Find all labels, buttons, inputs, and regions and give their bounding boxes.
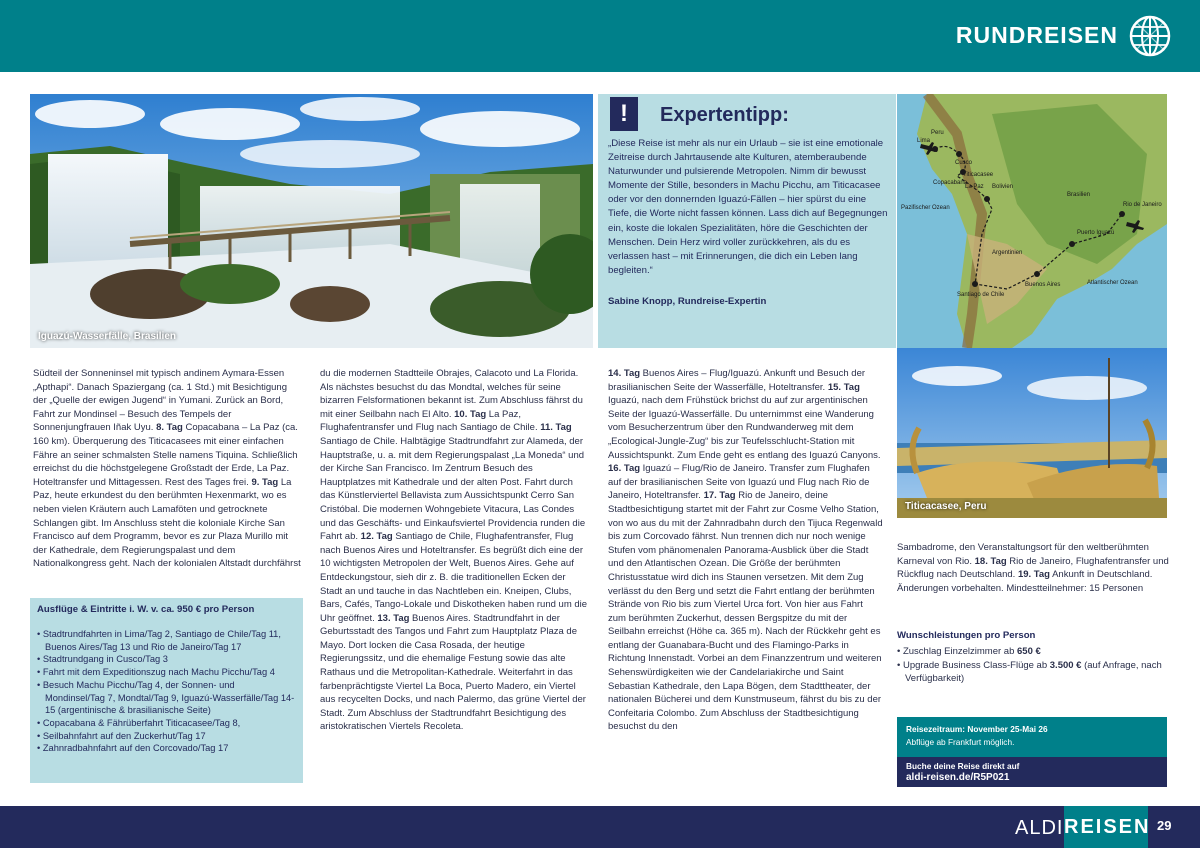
day-label: 12. Tag <box>360 531 393 543</box>
itinerary-column-4 <box>897 541 1169 595</box>
expert-tip-box <box>598 94 896 348</box>
itinerary-column-3 <box>608 367 883 734</box>
itinerary-text: Copacabana – La Paz (ca. 160 km). Überquerung des Titicacasees mit einer einfachen Fähre an seiner schmalsten Stelle namens Tiquina. Schließlich erreichst du die höchstgelegene Großstadt der Erde, La Paz. Hoteltransfer und Mittagessen. Rest des Tages frei. <box>33 422 298 488</box>
expert-tip-author: Sabine Knopp, Rundreise-Expertin <box>608 296 767 307</box>
excursions-title: Ausflüge & Eintritte i. W. v. ca. 950 € pro Person <box>37 604 255 615</box>
booking-box[interactable] <box>897 757 1167 787</box>
itinerary-text: Buenos Aires. Stadtrundfahrt in der Geburtsstadt des Tangos und Fahrt zum Hauptplatz Plaza de Mayo. Dort locken die Casa Rosada, der heutige Regierungssitz, und die ehemalige Festung sowie das alte Rathaus und die Metropolitan-Kathedrale. Weiterfahrt in das farbenprächtigste Viertel La Boca, Puerto Madero, ein Viertel aus recycelten Docks, und nach Palermo, das grüne Viertel der Stadt. Zum Abschluss der Stadtrundfahrt Besichtigung des aristokratischen Viertels Recoleta. <box>320 612 586 733</box>
wish-label: Zuschlag Einzelzimmer ab <box>902 646 1018 657</box>
itinerary-text: Santiago de Chile. Halbtägige Stadtrundfahrt zur Alameda, der Hauptstraße, u. a. mit dem Regierungspalast „La Moneda“ und der Kirche San Francisco. Im Zentrum Besuch des Hauptplatzes mit Kathedrale und der alten Post. Fahrt durch das Künstlerviertel Bellavista zum Aussichtspunkt Cerro San Cristóbal. Die modernen Wohngebiete Vitacura, Las Condes und das Geschäfts- und Einkaufsviertel Providencia runden die Fahrt ab. <box>320 435 586 543</box>
day-label: 17. Tag <box>703 490 736 502</box>
itinerary-text: La Paz, heute erkundest du den berühmten Hexenmarkt, wo es neben vielen Kräutern auch Lamaföten und getrocknete Schlangen gibt. Im Anschluss steht die koloniale Kirche San Francisco auf dem Programm, bevor es zur Plaza Murillo mit der Kathedrale, dem Regierungspalast und dem Nationalkongress geht. Nach der kolonialen Altstadt durchfährst <box>33 476 301 570</box>
map-label-lima: Lima <box>917 138 931 144</box>
departure-note: Abflüge ab Frankfurt möglich. <box>906 737 1015 747</box>
page-number: 29 <box>1157 818 1172 833</box>
list-item: • Stadtrundgang in Cusco/Tag 3 <box>37 653 296 666</box>
list-item: • Besuch Machu Picchu/Tag 4, der Sonnen- und Mondinsel/Tag 7, Mondtal/Tag 9, Iguazú-Wasserfälle/Tag 14-15 (argentinische & brasilianische Seite) <box>37 679 296 717</box>
map-label-la-paz: La Paz <box>965 184 984 190</box>
itinerary-column-2 <box>320 367 590 734</box>
itinerary-text: Rio de Janeiro, deine Stadtbesichtigung startet mit der Fahrt zur Cosme Velho Station, von wo aus du mit der Zahnradbahn durch den Tijuca Regenwald bis zum Corcovado fährst. Nun trennen dich nur noch wenige Stufen vom phänomenalen Panorama-Ausblick über die Stadt und den Atlantischen Ozean. Die Größe der berühmten Christusstatue wird dich ins Staunen versetzen. Mit dem Zug verlässt du den Berg und setzt die Fahrt entlang der berühmten Strände von Rio bis zum Viertel Urca fort. Von hier aus Fahrt zum berühmten Zuckerhut, dessen Bergspitze du mit der Seilbahn erreichst (Höhe ca. 365 m). Nach der Rückkehr geht es entlang der Guanabara-Bucht und des Flamingo-Parks in Richtung Innenstadt. Vorbei an dem Finanzzentrum und weiteren Sehenswürdigkeiten wie der Candelariakirche und Saint Sebastian Kathedrale, den Lapa Bögen, dem Stadttheater, der nationalen Bücherei und dem Kunstmuseum, fährst du bis zu der Confeitaria Colombo. Zum Abschluss der Stadtbesichtigung besuchst du den <box>608 490 883 733</box>
expert-tip-heading: Expertentipp: <box>660 104 789 126</box>
route-map <box>897 94 1167 348</box>
travel-period-box <box>897 717 1167 757</box>
map-label-argentinien: Argentinien <box>992 250 1023 256</box>
list-item: • Zahnradbahnfahrt auf den Corcovado/Tag 17 <box>37 742 296 755</box>
map-label-atlantik: Atlantischer Ozean <box>1087 280 1138 286</box>
footer-bar <box>0 806 1200 848</box>
titicaca-caption: Titicacasee, Peru <box>905 501 987 512</box>
map-label-copacabana: Copacabana <box>933 180 968 186</box>
map-label-rio: Rio de Janeiro <box>1123 202 1162 208</box>
wish-note: (auf Anfrage, nach Verfügbarkeit) <box>905 659 1162 685</box>
itinerary-text: Südteil der Sonneninsel mit typisch andinem Aymara-Essen „Apthapi“. Danach Spaziergang (ca. 1 Std.) mit Besichtigung der „Quelle der ewigen Jugend“ in Yumani. Zurück an Bord, Fahrt zur Mondinsel – Besuch des Tempels der Sonnenjungfrauen Iñak Uyu. <box>33 368 287 434</box>
wish-price: 650 € <box>1017 646 1041 657</box>
titicaca-photo <box>897 348 1167 518</box>
wish-price: 3.500 € <box>1049 659 1082 671</box>
exclamation-icon: ! <box>610 97 638 131</box>
map-label-cusco: Cusco <box>955 160 973 166</box>
brand-reisen: REISEN <box>1064 806 1148 848</box>
itinerary-text: Rio de Janeiro, Flughafentransfer und Rückflug nach Deutschland. <box>897 555 1169 581</box>
list-item: • Seilbahnfahrt auf den Zuckerhut/Tag 17 <box>37 730 296 743</box>
day-label: 19. Tag <box>1017 569 1050 581</box>
wish-label: Upgrade Business Class-Flüge ab <box>902 659 1050 671</box>
globe-icon <box>1128 14 1172 58</box>
list-item: • Fahrt mit dem Expeditionszug nach Machu Picchu/Tag 4 <box>37 666 296 679</box>
brand-aldi: ALDI <box>1015 817 1064 839</box>
day-label: 8. Tag <box>156 422 183 434</box>
itinerary-text: Santiago de Chile, Flughafentransfer, Flug nach Buenos Aires und Hoteltransfer. Es begrüßt dich eine der 10 wichtigsten Metropolen der Welt, Buenos Aires. Gehe auf Entdeckungstour, sieh dir z. B. die traditionellen Ecken der Stadt an und tauche in das Nachtleben ein. Kneipen, Clubs, Bars, Cafés, Tango-Lokale und Diskotheken haben rund um die Uhr geöffnet. <box>320 531 588 624</box>
itinerary-text: du die modernen Stadtteile Obrajes, Calacoto und La Florida. Als nächstes besuchst du das Mondtal, welches für seine bizarren Felsformationen bekannt ist. Zum Abschluss fährst du mit einer Seilbahn nach El Alto. <box>320 368 583 420</box>
wishes-list <box>897 645 1167 686</box>
day-label: 11. Tag <box>540 422 572 434</box>
itinerary-text: Sambadrome, den Veranstaltungsort für den weltberühmten Karneval von Rio. <box>897 542 1149 567</box>
itinerary-text: Buenos Aires – Flug/Iguazú. Ankunft und Besuch der brasilianischen Seite der Wasserfälle, Hoteltransfer. <box>608 368 866 393</box>
section-title: RUNDREISEN <box>955 22 1118 48</box>
itinerary-text: Iguazú – Flug/Rio de Janeiro. Transfer zum Flughafen auf der brasilianischen Seite von Iguazú und Flug nach Rio de Janeiro, Hoteltransfer. <box>608 463 870 502</box>
excursions-list <box>37 628 296 755</box>
map-label-peru: Peru <box>931 130 944 136</box>
wishes-title: Wunschleistungen pro Person <box>897 630 1036 641</box>
day-label: 10. Tag <box>454 408 487 420</box>
iguazu-photo <box>30 94 593 348</box>
iguazu-caption: Iguazú-Wasserfälle, Brasilien <box>38 331 177 342</box>
itinerary-text: Iguazú, nach dem Frühstück brichst du auf zur argentinischen Seite der Iguazú-Wasserfälle. Du unternimmst eine Wanderung vom Besucherzentrum über den Rundwanderweg mit dem „Ecological-Jungle-Zug“ bis zur Teufelsschlucht-Station mit Aussichtspunkt. Zum Ende geht es entlang des Iguazú Canyons. <box>608 395 881 461</box>
itinerary-text: La Paz, Flughafentransfer und Flug nach Santiago de Chile. <box>320 408 541 434</box>
list-item: • Copacabana & Fährüberfahrt Titicacasee/Tag 8, <box>37 717 296 730</box>
day-label: 16. Tag <box>608 463 641 475</box>
map-label-buenos-aires: Buenos Aires <box>1025 282 1061 288</box>
excursions-box <box>30 598 303 783</box>
header-bar <box>0 0 1200 72</box>
map-label-santiago: Santiago de Chile <box>957 292 1005 298</box>
booking-link[interactable]: aldi-reisen.de/R5P021 <box>906 772 1010 783</box>
day-label: 18. Tag <box>974 555 1007 567</box>
travel-period: Reisezeitraum: November 25-Mai 26 <box>906 724 1048 734</box>
itinerary-column-1 <box>33 367 303 571</box>
map-label-pazifik: Pazifischer Ozean <box>901 205 950 211</box>
map-label-iguazu: Puerto Iguazú <box>1077 230 1115 236</box>
day-label: 9. Tag <box>251 476 279 488</box>
booking-label: Buche deine Reise direkt auf <box>906 761 1020 771</box>
day-label: 15. Tag <box>827 381 860 393</box>
map-label-titicaca: Titicacasee <box>963 172 994 178</box>
map-label-bolivien: Bolivien <box>992 184 1014 190</box>
expert-tip-quote: „Diese Reise ist mehr als nur ein Urlaub – sie ist eine emotionale Zeitreise durch Jahrtausende alte Kulturen, atemberaubende Naturwunder und pulsierende Metropolen. Nimm dir bewusst Momente der Stille, besonders in Machu Picchu, am Titicacasee oder vor den donnernden Iguazú-Fällen – hier spürst du eine Tiefe, die Worte nicht fassen können. Lass dich auf Begegnungen ein, koste die lokalen Spezialitäten, höre die Geschichten der Menschen. Dein Herz wird voller zurückkehren, als du es verlassen hast – mit Erinnerungen, die dich ein Leben lang begleiten.“ <box>608 138 888 276</box>
list-item <box>897 659 1167 686</box>
list-item <box>897 645 1167 659</box>
list-item: • Stadtrundfahrten in Lima/Tag 2, Santiago de Chile/Tag 11, Buenos Aires/Tag 13 und Rio de Janeiro/Tag 17 <box>37 628 296 653</box>
itinerary-text: Ankunft in Deutschland. Änderungen vorbehalten. Mindestteilnehmer: 15 Personen <box>897 569 1153 594</box>
map-label-brasilien: Brasilien <box>1067 192 1091 198</box>
day-label: 13. Tag <box>377 612 410 624</box>
day-label: 14. Tag <box>608 368 641 379</box>
